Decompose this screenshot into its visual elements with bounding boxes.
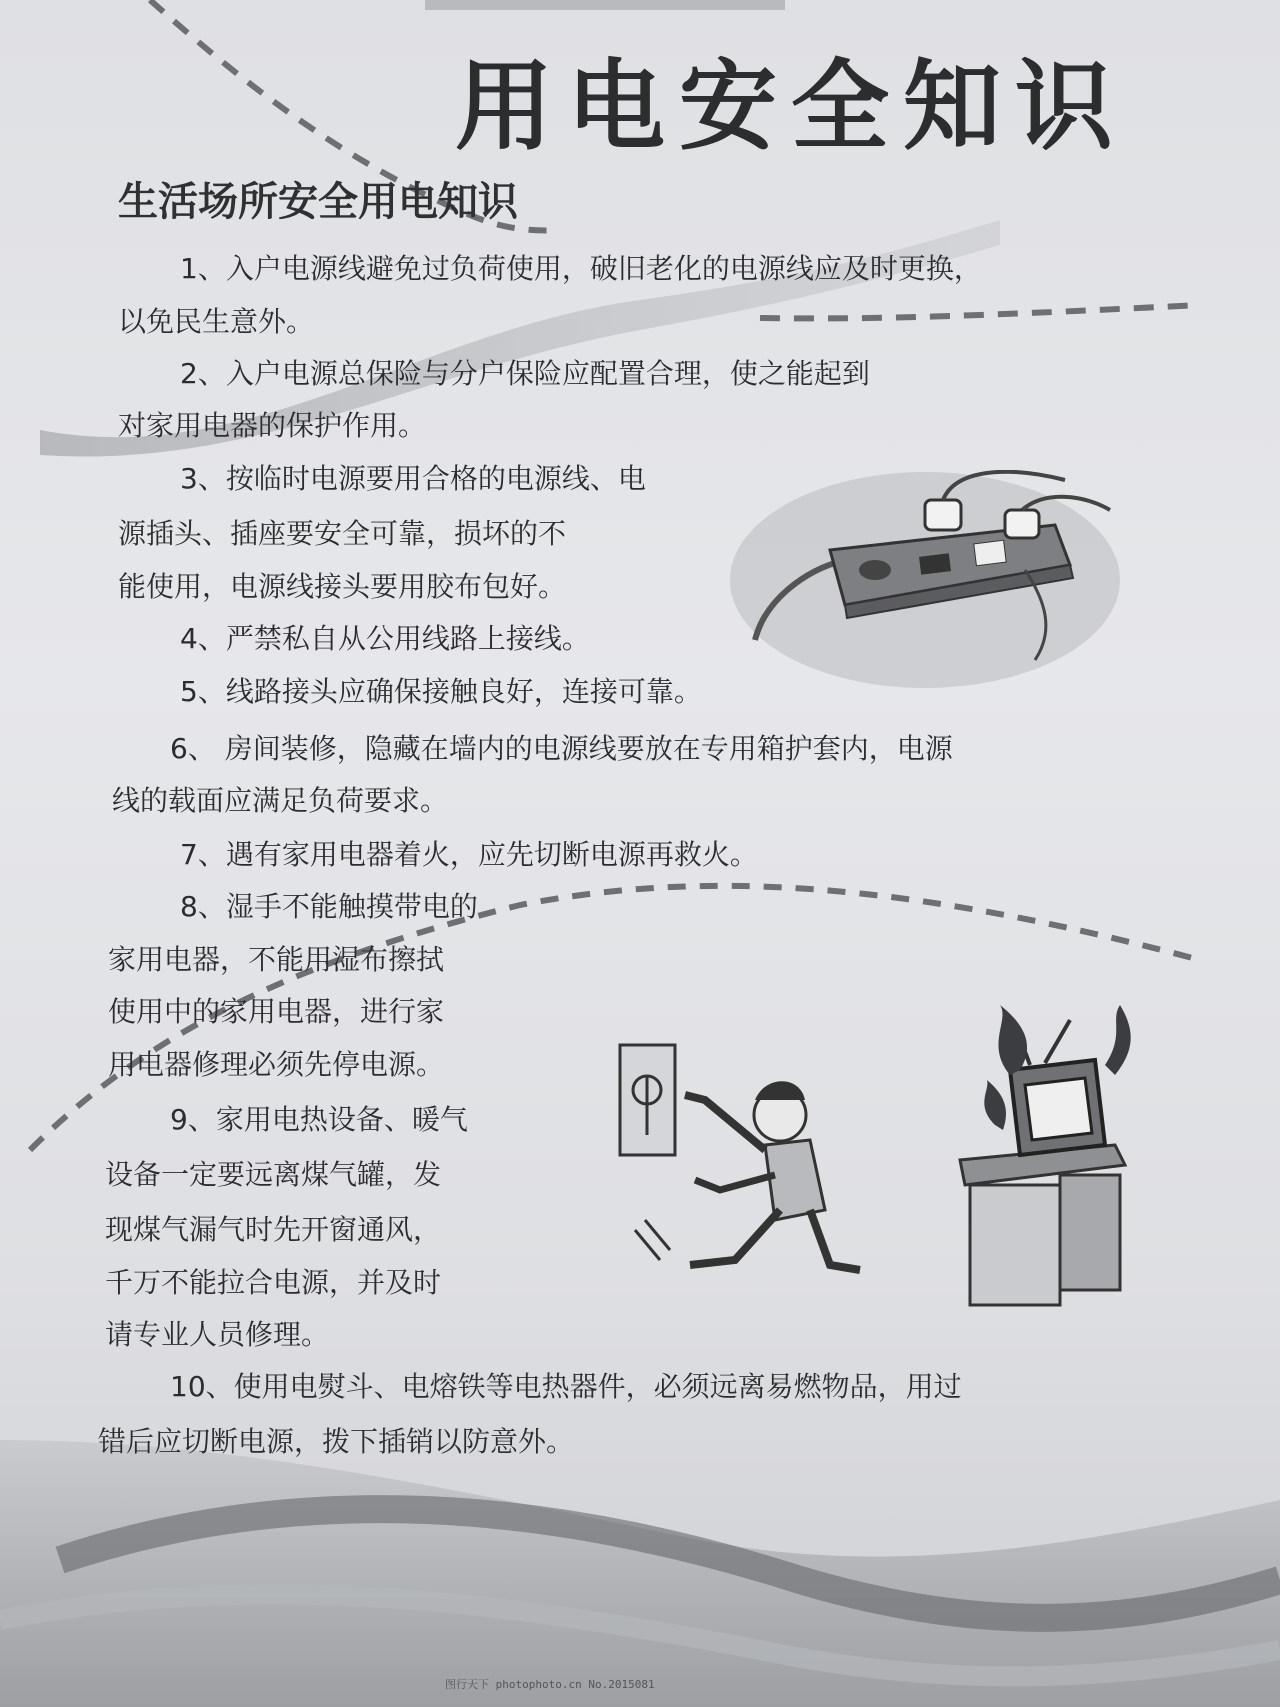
section-heading: 生活场所安全用电知识 xyxy=(118,179,518,225)
rule-line: 源插头、插座要安全可靠，损坏的不 xyxy=(118,517,567,550)
rule-line: 8、湿手不能触摸带电的 xyxy=(180,890,478,923)
rule-line: 5、线路接头应确保接触良好，连接可靠。 xyxy=(180,675,702,708)
rule-line: 9、家用电热设备、暖气 xyxy=(170,1103,468,1136)
power-strip-illustration xyxy=(725,470,1125,700)
rule-line: 10、使用电熨斗、电熔铁等电热器件，必须远离易燃物品，用过 xyxy=(170,1370,962,1403)
rule-line: 使用中的家用电器，进行家 xyxy=(108,995,445,1028)
rule-line: 请专业人员修理。 xyxy=(105,1318,330,1351)
rule-line: 现煤气漏气时先开窗通风， xyxy=(105,1213,442,1246)
rule-line: 用电器修理必须先停电源。 xyxy=(108,1048,445,1081)
footer-watermark: 图行天下 photophoto.cn No.2015081 xyxy=(445,1678,655,1691)
rule-line: 错后应切断电源，拨下插销以防意外。 xyxy=(98,1425,575,1458)
poster-title: 用电安全知识 xyxy=(455,49,1128,164)
rule-line: 4、严禁私自从公用线路上接线。 xyxy=(180,622,590,655)
tv-fire-illustration xyxy=(615,1005,1135,1315)
rule-line: 以免民生意外。 xyxy=(118,305,315,338)
rule-line: 1、入户电源线避免过负荷使用，破旧老化的电源线应及时更换， xyxy=(180,252,982,285)
rule-line: 家用电器，不能用湿布擦拭 xyxy=(108,943,445,976)
rule-line: 设备一定要远离煤气罐，发 xyxy=(105,1158,442,1191)
rule-line: 7、遇有家用电器着火，应先切断电源再救火。 xyxy=(180,838,758,871)
rule-line: 能使用，电源线接头要用胶布包好。 xyxy=(118,570,567,603)
rule-line: 3、按临时电源要用合格的电源线、电 xyxy=(180,462,646,495)
rule-line: 千万不能拉合电源，并及时 xyxy=(105,1266,442,1299)
rule-line: 对家用电器的保护作用。 xyxy=(118,409,427,442)
rule-line: 2、入户电源总保险与分户保险应配置合理，使之能起到 xyxy=(180,357,870,390)
rule-line: 6、 房间装修，隐藏在墙内的电源线要放在专用箱护套内，电源 xyxy=(170,732,953,765)
rule-line: 线的载面应满足负荷要求。 xyxy=(112,784,449,817)
